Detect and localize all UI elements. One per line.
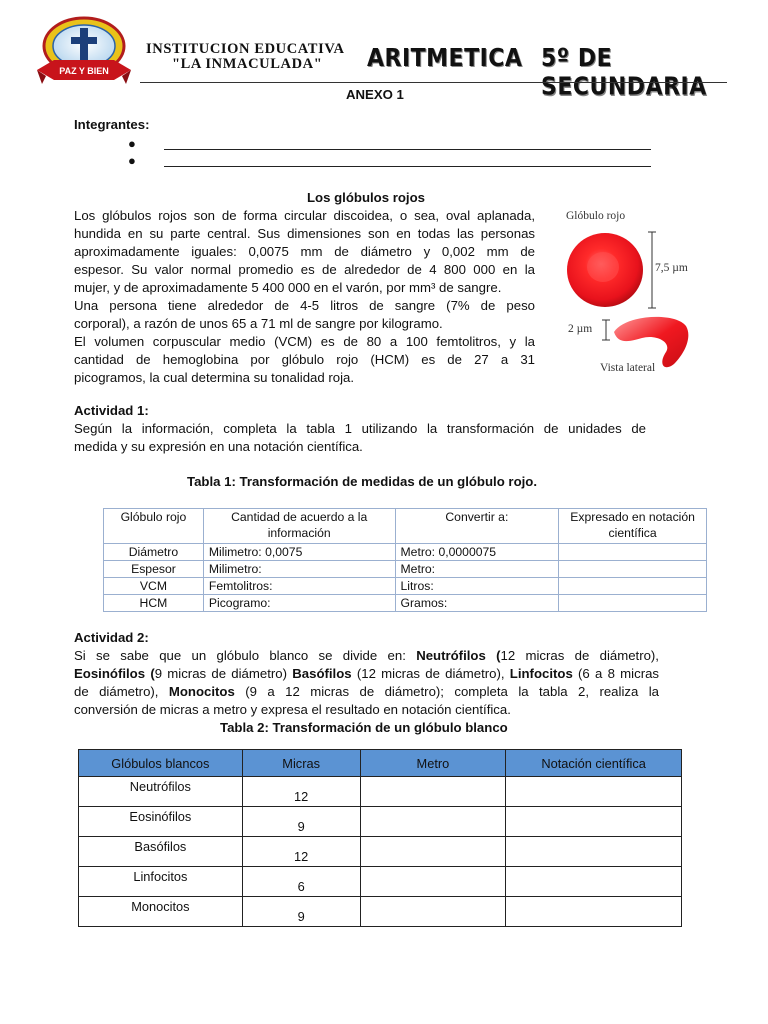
table-row <box>104 578 707 595</box>
table2-cell: Neutrófilos <box>79 777 243 807</box>
table-row <box>104 595 707 612</box>
table1-cell[interactable]: Milimetro: <box>203 561 395 578</box>
table-row <box>79 807 682 837</box>
table-row <box>79 777 682 807</box>
text-run: de diámetro), <box>74 684 169 699</box>
table1-cell[interactable]: Gramos: <box>395 595 559 612</box>
activity2-line <box>74 683 659 701</box>
table2-white-cells <box>78 749 682 927</box>
table1-answer-cell[interactable] <box>559 578 707 595</box>
school-logo <box>34 12 134 88</box>
table2-answer-cell[interactable] <box>360 897 506 927</box>
table2-answer-cell[interactable] <box>506 867 682 897</box>
table2-answer-cell[interactable] <box>506 837 682 867</box>
figure-title: Glóbulo rojo <box>566 210 626 222</box>
activity1-line: Según la información, completa la tabla 1 utilizando la transformación de unidades de <box>74 421 646 436</box>
text-run: Si se sabe que un glóbulo blanco se divide en: <box>74 648 417 663</box>
text-run: (12 micras de diámetro), <box>351 666 510 681</box>
table-row <box>104 561 707 578</box>
section-title: Los glóbulos rojos <box>307 190 425 205</box>
table1-col-header: Cantidad de acuerdo a la información <box>203 509 395 544</box>
table1-caption: Tabla 1: Transformación de medidas de un glóbulo rojo. <box>187 474 538 489</box>
figure-diameter-label: 7,5 µm <box>655 262 688 274</box>
table1-col-header: Glóbulo rojo <box>104 509 204 544</box>
table2-cell: 9 <box>242 807 360 837</box>
bullet-icon: ● <box>128 153 136 168</box>
text-run: (9 a 12 micras de diámetro); completa la tabla 2, realiza la <box>234 684 659 699</box>
members-label: Integrantes: <box>74 117 150 132</box>
red-blood-cell-illustration <box>556 204 706 380</box>
red-blood-cell-figure <box>556 204 706 380</box>
table1-cell[interactable]: Metro: <box>395 561 559 578</box>
text-run-bold: Neutrófilos ( <box>416 648 501 663</box>
bullet-icon: ● <box>128 136 136 151</box>
table2-cell: Eosinófilos <box>79 807 243 837</box>
header-divider <box>140 82 727 83</box>
table2-cell: Basófilos <box>79 837 243 867</box>
figure-side-view-label: Vista lateral <box>600 362 656 374</box>
intro-line: aproximadamente iguales: 0,0075 mm de diámetro y 0,002 mm de <box>74 244 535 259</box>
table2-answer-cell[interactable] <box>360 777 506 807</box>
activity1-instructions <box>74 420 646 456</box>
table2-cell: Linfocitos <box>79 867 243 897</box>
activity2-line <box>74 665 659 683</box>
intro-line: Una persona tiene alrededor de 4-5 litros de sangre (7% de peso <box>74 298 535 313</box>
annex-title: ANEXO 1 <box>346 87 404 102</box>
table1-cell: VCM <box>104 578 204 595</box>
text-run-bold: Eosinófilos ( <box>74 666 155 681</box>
intro-line: cantidad de hemoglobina por glóbulo rojo (HCM) es de 27 a 31 <box>74 352 535 367</box>
table2-cell: Monocitos <box>79 897 243 927</box>
table2-cell: 12 <box>242 837 360 867</box>
intro-line: espesor. Su valor normal promedio es de alrededor de 4 800 000 en la <box>74 262 535 277</box>
intro-line: mujer, y de aproximadamente 5 400 000 en el varón, por mm³ de sangre. <box>74 280 502 295</box>
text-run-bold: Basófilos <box>292 666 352 681</box>
table1-cell[interactable]: Litros: <box>395 578 559 595</box>
text-run: (6 a 8 micras <box>572 666 660 681</box>
activity1-title: Actividad 1: <box>74 403 149 418</box>
text-run-bold: Linfocitos <box>509 666 573 681</box>
table2-col-header: Glóbulos blancos <box>79 750 243 777</box>
activity2-line: conversión de micras a metro y expresa el resultado en notación científica. <box>74 702 511 717</box>
figure-thickness-label: 2 µm <box>568 323 593 335</box>
intro-line: hundida en su parte central. Sus dimensiones son en todas las personas <box>74 226 535 241</box>
table1-cell: Espesor <box>104 561 204 578</box>
intro-line: corporal), a razón de unos 65 a 71 ml de sangre por kilogramo. <box>74 316 443 331</box>
table1-cell[interactable]: Picogramo: <box>203 595 395 612</box>
logo-motto: PAZ Y BIEN <box>59 66 109 76</box>
member-name-blank-2[interactable] <box>164 166 651 167</box>
activity1-line: medida y su expresión en una notación científica. <box>74 439 363 454</box>
table2-cell: 12 <box>242 777 360 807</box>
table1-cell: Diámetro <box>104 544 204 561</box>
table2-col-header: Micras <box>242 750 360 777</box>
table1-answer-cell[interactable] <box>559 544 707 561</box>
intro-line: Los glóbulos rojos son de forma circular discoidea, o sea, oval aplanada, <box>74 208 535 223</box>
activity2-instructions <box>74 647 659 719</box>
table2-answer-cell[interactable] <box>506 777 682 807</box>
intro-line: picogramos, la cual determina su tonalidad roja. <box>74 370 355 385</box>
table1-cell: Metro: 0,0000075 <box>395 544 559 561</box>
table-row <box>79 897 682 927</box>
table2-col-header: Metro <box>360 750 506 777</box>
table1-col-header: Expresado en notación científica <box>559 509 707 544</box>
text-run: 9 micras de diámetro) <box>154 666 293 681</box>
member-name-blank-1[interactable] <box>164 149 651 150</box>
table2-answer-cell[interactable] <box>506 807 682 837</box>
table2-col-header: Notación científica <box>506 750 682 777</box>
activity2-title: Actividad 2: <box>74 630 149 645</box>
text-run-bold: Monocitos <box>168 684 235 699</box>
table2-cell: 6 <box>242 867 360 897</box>
table-row <box>79 837 682 867</box>
table1-cell[interactable]: Femtolitros: <box>203 578 395 595</box>
table2-cell: 9 <box>242 897 360 927</box>
table2-caption: Tabla 2: Transformación de un glóbulo blanco <box>220 720 508 735</box>
table2-answer-cell[interactable] <box>360 867 506 897</box>
table2-header-row <box>79 750 682 777</box>
table1-cell: Milimetro: 0,0075 <box>203 544 395 561</box>
activity2-line <box>74 647 659 665</box>
institution-name-line1: INSTITUCION EDUCATIVA <box>146 41 345 57</box>
table2-answer-cell[interactable] <box>360 807 506 837</box>
table1-answer-cell[interactable] <box>559 561 707 578</box>
table1-header-row <box>104 509 707 544</box>
table-row <box>79 867 682 897</box>
grade-title: 5º DE SECUNDARIA <box>541 44 707 102</box>
table2-answer-cell[interactable] <box>506 897 682 927</box>
intro-line: El volumen corpuscular medio (VCM) es de 80 a 100 femtolitros, y la <box>74 334 535 349</box>
text-run: 12 micras de diámetro), <box>500 648 659 663</box>
table-row <box>104 544 707 561</box>
table1-cell: HCM <box>104 595 204 612</box>
table1-col-header: Convertir a: <box>395 509 559 544</box>
subject-title: ARITMETICA <box>367 44 523 73</box>
table2-answer-cell[interactable] <box>360 837 506 867</box>
intro-paragraph <box>74 207 535 387</box>
institution-name-line2: "LA INMACULADA" <box>172 56 323 72</box>
table1-answer-cell[interactable] <box>559 595 707 612</box>
table1-red-cell-measures <box>103 508 707 612</box>
